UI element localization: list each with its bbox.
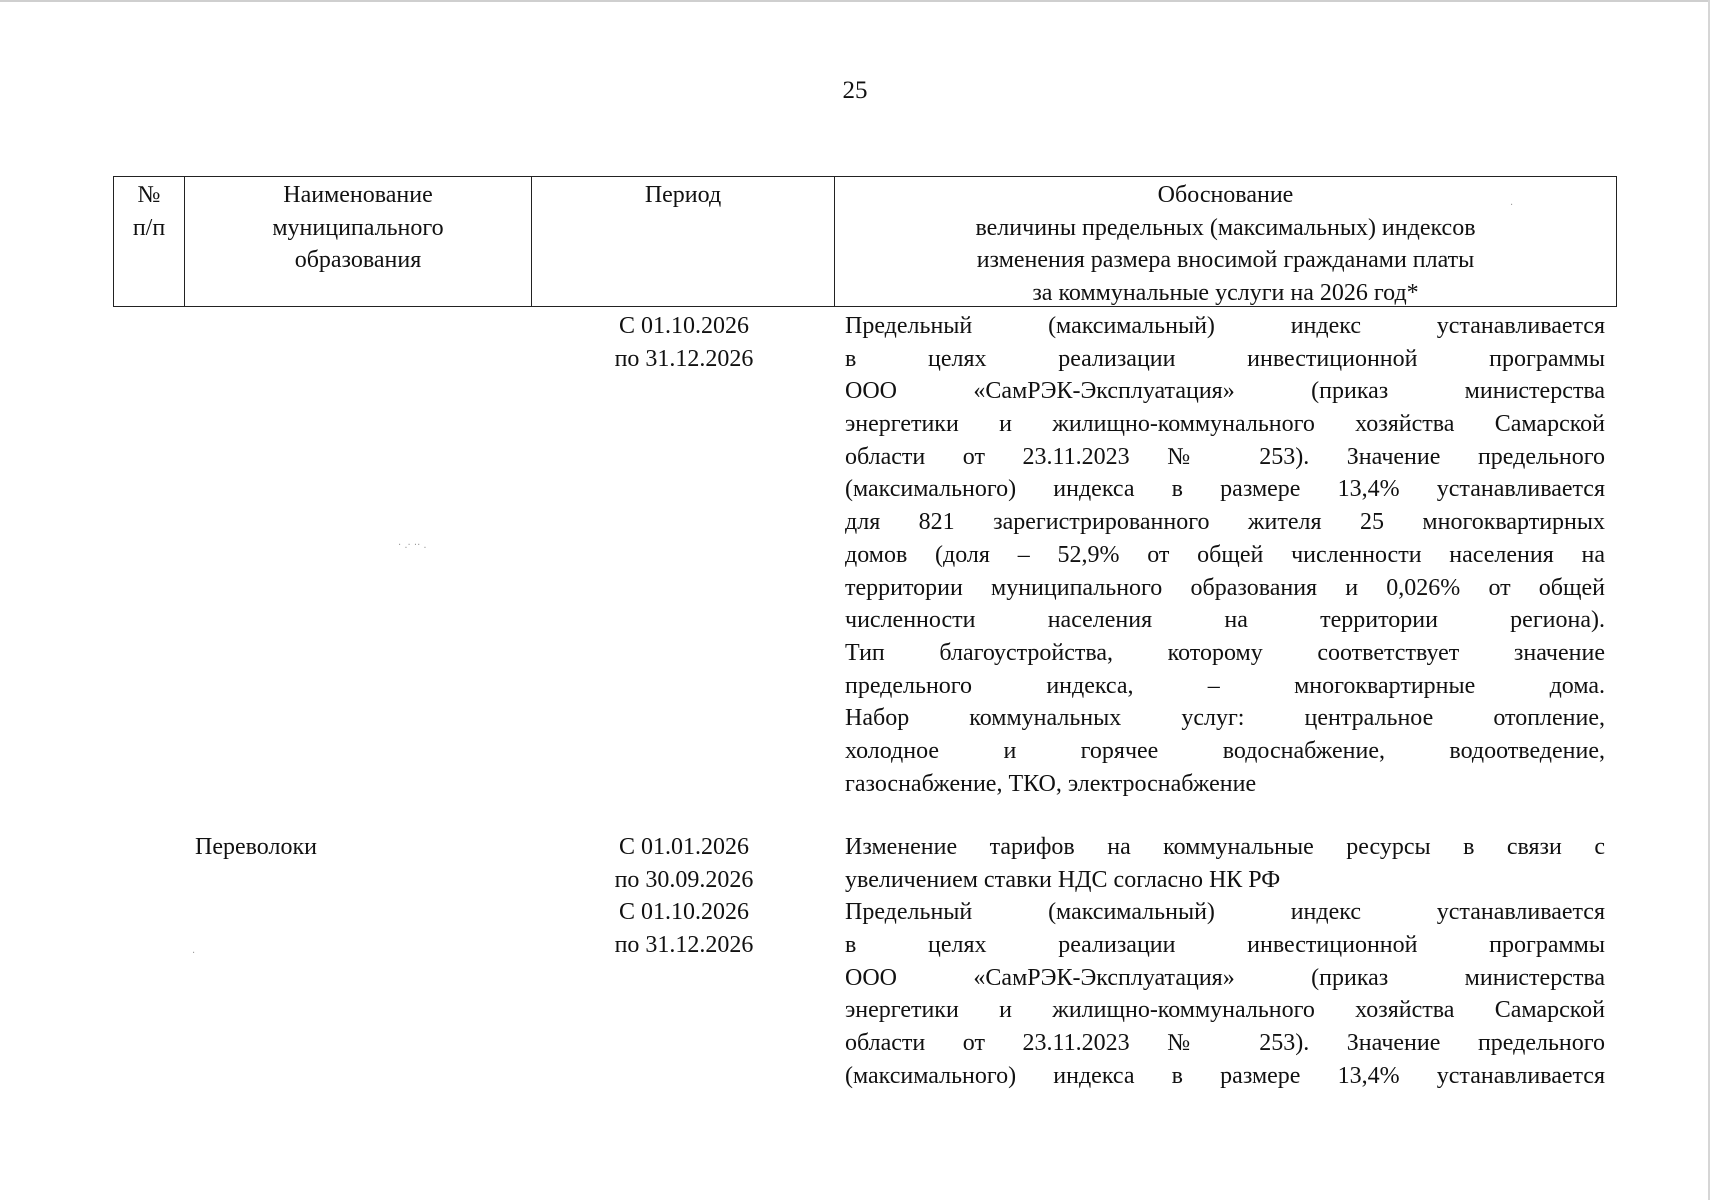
header-col-number: [114, 177, 185, 306]
basis-line: области от 23.11.2023 № 253). Значение предельного: [845, 443, 1605, 470]
basis-line: (максимального) индекса в размере 13,4% устанавливается: [845, 476, 1605, 503]
header-text: №: [137, 182, 161, 208]
scan-top-edge: [0, 0, 1710, 2]
row2-municipality: Переволоки: [195, 834, 317, 860]
table-header: [113, 176, 1617, 307]
basis-line: Тип благоустройства, которому соответствует значение: [845, 639, 1605, 666]
row2-basis: [845, 831, 1605, 1093]
header-text: величины предельных (максимальных) индексов: [975, 214, 1476, 241]
basis-line: численности населения на территории региона).: [845, 607, 1605, 634]
header-text: изменения размера вносимой гражданами платы: [976, 247, 1475, 273]
basis-line: области от 23.11.2023 № 253). Значение предельного: [845, 1030, 1605, 1057]
header-text: п/п: [132, 214, 166, 241]
period-line: С 01.10.2026: [618, 899, 749, 926]
basis-line: в целях реализации инвестиционной программы: [845, 932, 1605, 959]
header-text: образования: [294, 247, 422, 273]
header-text: за коммунальные услуги на 2026 год*: [1032, 279, 1419, 306]
row1-basis: [845, 310, 1605, 800]
basis-line: энергетики и жилищно-коммунального хозяйства Самарской: [845, 411, 1605, 438]
basis-line: Изменение тарифов на коммунальные ресурсы в связи с: [845, 834, 1605, 860]
basis-line: предельного индекса, – многоквартирные дома.: [845, 672, 1605, 699]
scan-speck: ·: [192, 948, 196, 959]
basis-line: газоснабжение, ТКО, электроснабжение: [845, 770, 1257, 797]
basis-line: Набор коммунальных услуг: центральное отопление,: [845, 705, 1605, 732]
basis-line: для 821 зарегистрированного жителя 25 многоквартирных: [845, 509, 1605, 536]
page-number: 25: [842, 77, 868, 104]
basis-line: увеличением ставки НДС согласно НК РФ: [845, 866, 1281, 893]
header-text: Наименование: [283, 182, 433, 208]
row2-period: [534, 831, 834, 962]
period-line: С 01.01.2026: [618, 834, 749, 860]
basis-line: (максимального) индекса в размере 13,4% устанавливается: [845, 1062, 1605, 1089]
period-line: по 31.12.2026: [614, 345, 754, 372]
basis-line: ООО «СамРЭК-Эксплуатация» (приказ министерства: [845, 378, 1605, 405]
basis-line: Предельный (максимальный) индекс устанавливается: [845, 313, 1605, 339]
header-col-municipality: [185, 177, 532, 306]
header-col-period: [532, 177, 835, 306]
header-text: Период: [644, 182, 722, 208]
header-text: муниципального: [272, 214, 444, 241]
period-line: по 31.12.2026: [614, 932, 754, 959]
basis-line: в целях реализации инвестиционной программы: [845, 345, 1605, 372]
basis-line: территории муниципального образования и 0,026% от общей: [845, 574, 1605, 601]
basis-line: энергетики и жилищно-коммунального хозяйства Самарской: [845, 997, 1605, 1024]
period-line: по 30.09.2026: [614, 866, 754, 893]
basis-line: холодное и горячее водоснабжение, водоотведение,: [845, 737, 1605, 764]
basis-line: домов (доля – 52,9% от общей численности населения на: [845, 541, 1605, 568]
row1-period: [534, 310, 834, 375]
period-line: С 01.10.2026: [618, 313, 749, 339]
scan-speck: · .· ·· .: [398, 540, 427, 551]
scan-speck: ·: [1510, 200, 1514, 211]
header-text: Обоснование: [1157, 182, 1294, 208]
basis-line: ООО «СамРЭК-Эксплуатация» (приказ министерства: [845, 964, 1605, 991]
basis-line: Предельный (максимальный) индекс устанавливается: [845, 899, 1605, 926]
header-col-basis: [835, 177, 1616, 306]
